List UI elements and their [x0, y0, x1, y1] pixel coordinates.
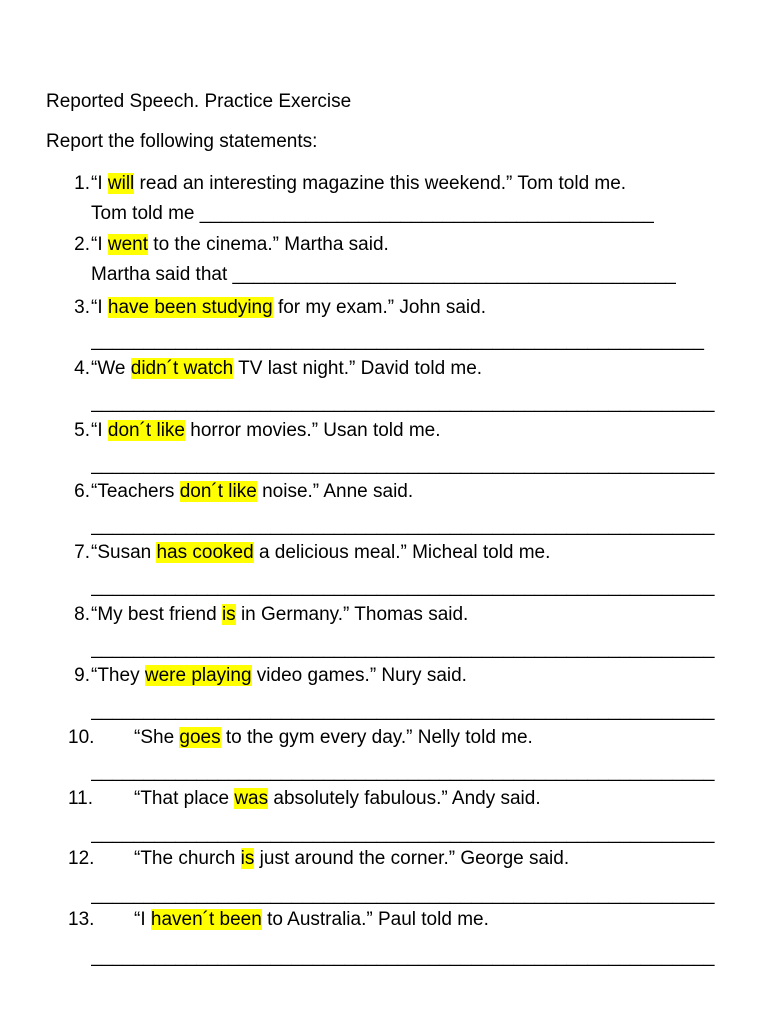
- answer-line-3[interactable]: [91, 327, 711, 355]
- item-sentence: [134, 785, 541, 813]
- sentence-before: “They: [91, 665, 145, 686]
- sentence-after: noise.” Anne said.: [256, 481, 414, 502]
- sentence-before: “She: [134, 727, 180, 748]
- answer-line-6[interactable]: [91, 512, 721, 540]
- answer-line-12[interactable]: [91, 881, 721, 909]
- sentence-before: “That place: [134, 788, 235, 809]
- answer-line-1[interactable]: [91, 200, 654, 228]
- answer-line-7[interactable]: [91, 573, 721, 601]
- item-number: 7.: [74, 542, 90, 563]
- sentence-after: just around the corner.” George said.: [254, 848, 570, 869]
- item-sentence: [91, 417, 441, 445]
- sentence-after: horror movies.” Usan told me.: [185, 420, 441, 441]
- item-number: 4.: [74, 358, 90, 379]
- sentence-before: “Teachers: [91, 481, 180, 502]
- item-sentence: [91, 355, 482, 383]
- highlighted-verb: is: [240, 848, 255, 869]
- sentence-before: “I: [91, 420, 108, 441]
- item-number: 3.: [74, 297, 90, 318]
- item-sentence: [134, 724, 533, 752]
- item-number: 5.: [74, 420, 90, 441]
- answer-blank: ___________________________________________________________: [91, 576, 715, 597]
- highlighted-verb: were playing: [144, 665, 252, 686]
- sentence-before: “I: [91, 173, 108, 194]
- answer-blank: ___________________________________________________________: [91, 638, 715, 659]
- answer-line-10[interactable]: [91, 758, 721, 786]
- sentence-after: to Australia.” Paul told me.: [261, 909, 489, 930]
- item-sentence: [91, 662, 467, 690]
- answer-blank: ___________________________________________: [199, 203, 655, 224]
- highlighted-verb: goes: [179, 727, 221, 748]
- sentence-after: to the cinema.” Martha said.: [148, 234, 389, 255]
- highlighted-verb: don´t like: [179, 481, 257, 502]
- sentence-before: “We: [91, 358, 131, 379]
- answer-blank: __________________________________________: [232, 264, 677, 285]
- sentence-after: read an interesting magazine this weekend.” Tom told me.: [134, 173, 627, 194]
- highlighted-verb: has cooked: [156, 542, 254, 563]
- item-number: 8.: [74, 604, 90, 625]
- item-number: 9.: [74, 665, 90, 686]
- answer-line-4[interactable]: [91, 389, 721, 417]
- answer-line-9[interactable]: [91, 697, 721, 725]
- answer-blank: ___________________________________________________________: [91, 884, 715, 905]
- sentence-after: TV last night.” David told me.: [233, 358, 483, 379]
- highlighted-verb: didn´t watch: [130, 358, 234, 379]
- item-number: 6.: [74, 481, 90, 502]
- sentence-after: a delicious meal.” Micheal told me.: [253, 542, 551, 563]
- sentence-before: “My best friend: [91, 604, 222, 625]
- answer-prefix: Martha said that: [91, 264, 233, 285]
- answer-prefix: Tom told me: [91, 203, 200, 224]
- item-number: 10.: [68, 727, 95, 748]
- item-sentence: [91, 170, 626, 198]
- answer-blank: ___________________________________________________________: [91, 392, 715, 413]
- sentence-before: “I: [91, 297, 108, 318]
- page-title: Reported Speech. Practice Exercise: [46, 91, 352, 112]
- item-sentence: [91, 601, 468, 629]
- item-number: 2.: [74, 234, 90, 255]
- answer-blank: ___________________________________________________________: [91, 700, 715, 721]
- answer-blank: ___________________________________________________________: [91, 761, 715, 782]
- sentence-after: for my exam.” John said.: [272, 297, 486, 318]
- highlighted-verb: have been studying: [107, 297, 273, 318]
- answer-blank: ___________________________________________________________: [91, 946, 715, 967]
- answer-line-2[interactable]: [91, 261, 676, 289]
- instructions-text: Report the following statements:: [46, 131, 318, 152]
- item-sentence: [134, 845, 569, 873]
- answer-line-8[interactable]: [91, 635, 721, 663]
- answer-line-11[interactable]: [91, 820, 721, 848]
- item-sentence: [91, 539, 550, 567]
- item-number: 13.: [68, 909, 95, 930]
- item-number: 11.: [68, 788, 94, 809]
- highlighted-verb: went: [107, 234, 149, 255]
- item-number: 1.: [74, 173, 90, 194]
- highlighted-verb: haven´t been: [150, 909, 262, 930]
- sentence-before: “Susan: [91, 542, 157, 563]
- answer-line-5[interactable]: [91, 451, 721, 479]
- highlighted-verb: is: [221, 604, 236, 625]
- sentence-before: “I: [134, 909, 151, 930]
- item-sentence: [91, 231, 389, 259]
- item-sentence: [91, 294, 486, 322]
- sentence-after: absolutely fabulous.” Andy said.: [268, 788, 541, 809]
- sentence-after: to the gym every day.” Nelly told me.: [220, 727, 533, 748]
- answer-blank: ___________________________________________________________: [91, 515, 715, 536]
- sentence-before: “I: [91, 234, 108, 255]
- highlighted-verb: don´t like: [107, 420, 185, 441]
- answer-blank: ___________________________________________________________: [91, 454, 715, 475]
- answer-line-13[interactable]: [91, 943, 721, 971]
- sentence-after: in Germany.” Thomas said.: [235, 604, 469, 625]
- sentence-after: video games.” Nury said.: [251, 665, 467, 686]
- sentence-before: “The church: [134, 848, 241, 869]
- answer-blank: __________________________________________________________: [91, 330, 704, 351]
- answer-blank: ___________________________________________________________: [91, 823, 715, 844]
- highlighted-verb: was: [234, 788, 269, 809]
- item-number: 12.: [68, 848, 95, 869]
- highlighted-verb: will: [107, 173, 135, 194]
- item-sentence: [91, 478, 413, 506]
- item-sentence: [134, 906, 489, 934]
